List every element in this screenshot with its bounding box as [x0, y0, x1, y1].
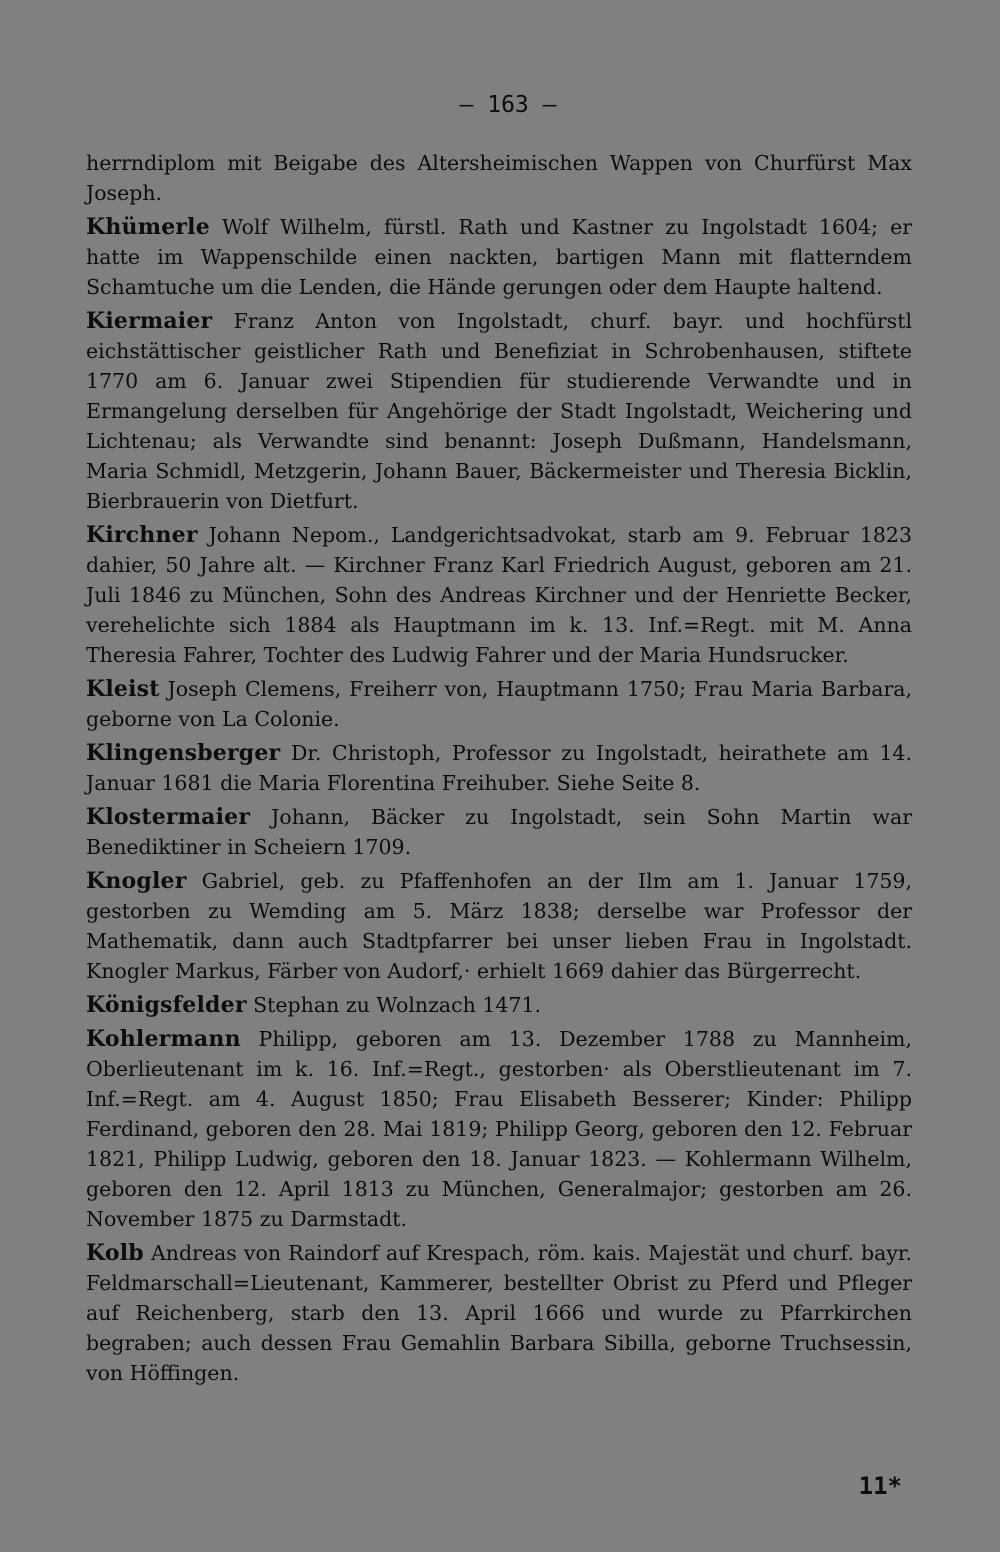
entry-surname: Kleist [86, 676, 160, 702]
entry-khuemerle [86, 212, 912, 302]
entry-surname: Khümerle [86, 214, 210, 240]
entry-klostermaier [86, 802, 912, 862]
entry-surname: Kolb [86, 1240, 144, 1266]
entry-surname: Klostermaier [86, 804, 251, 830]
entry-surname: Kiermaier [86, 308, 213, 334]
entry-surname: Kohlermann [86, 1026, 241, 1052]
entry-text: Gabriel, geb. zu Pfaffenhofen an der Ilm am 1. Januar 1759, gestorben zu Wemding am 5. März 1838; derselbe war Professor der Mathematik, dann auch Stadtpfarrer bei unser lieben Frau in Ingolstadt. Knogler Markus, Färber von Audorf,· erhielt 1669 dahier das Bürgerrecht. [86, 869, 912, 983]
entry-surname: Klingensberger [86, 740, 281, 766]
entry-koenigsfelder [86, 990, 912, 1020]
entry-text: herrndiplom mit Beigabe des Altersheimischen Wappen von Churfürst Max Joseph. [86, 151, 912, 205]
entry-klingensberger [86, 738, 912, 798]
book-page [86, 86, 912, 1526]
entry-kiermaier [86, 306, 912, 516]
entry-continuation [86, 148, 912, 208]
entry-surname: Knogler [86, 868, 187, 894]
entry-kohlermann [86, 1024, 912, 1234]
entry-kolb [86, 1238, 912, 1388]
entry-text: Philipp, geboren am 13. Dezember 1788 zu Mannheim, Oberlieutenant im k. 16. Inf.=Regt., gestorben· als Oberstlieutenant im 7. Inf.=Regt. am 4. August 1850; Frau Elisabeth Besserer; Kinder: Philipp Ferdinand, geboren den 28. Mai 1819; Philipp Georg, geboren den 12. Februar 1821, Philipp Ludwig, geboren den 18. Januar 1823. — Kohlermann Wilhelm, geboren den 12. April 1813 zu München, Generalmajor; gestorben am 26. November 1875 zu Darmstadt. [86, 1027, 912, 1231]
entry-text: Wolf Wilhelm, fürstl. Rath und Kastner zu Ingolstadt 1604; er hatte im Wappenschilde einen nackten, bartigen Mann mit flatterndem Schamtuche um die Lenden, die Hände gerungen oder dem Haupte haltend. [86, 215, 912, 299]
signature-mark: 11* [858, 1472, 902, 1500]
entry-knogler [86, 866, 912, 986]
entry-text: Joseph Clemens, Freiherr von, Hauptmann 1750; Frau Maria Barbara, geborne von La Colonie. [86, 677, 912, 731]
entry-text: Stephan zu Wolnzach 1471. [246, 993, 542, 1017]
entry-text: Andreas von Raindorf auf Krespach, röm. kais. Majestät und churf. bayr. Feldmarschall=Lieutenant, Kammerer, bestellter Obrist zu Pferd und Pfleger auf Reichenberg, starb den 13. April 1666 und wurde zu Pfarrkirchen begraben; auch dessen Frau Gemahlin Barbara Sibilla, geborne Truchsessin, von Höffingen. [86, 1241, 912, 1385]
entry-surname: Königsfelder [86, 992, 247, 1018]
page-number: — 163 — [459, 92, 557, 118]
entry-text: Johann, Bäcker zu Ingolstadt, sein Sohn Martin war Benediktiner in Scheiern 1709. [86, 805, 912, 859]
entry-text: Dr. Christoph, Professor zu Ingolstadt, heirathete am 14. Januar 1681 die Maria Florentina Freihuber. Siehe Seite 8. [86, 741, 912, 795]
entry-kirchner [86, 520, 912, 670]
entry-text: Franz Anton von Ingolstadt, churf. bayr. und hochfürstl eichstättischer geistlicher Rath und Benefiziat in Schrobenhausen, stiftete 1770 am 6. Januar zwei Stipendien für studierende Verwandte und in Ermangelung derselben für Angehörige der Stadt Ingolstadt, Weichering und Lichtenau; als Verwandte sind benannt: Joseph Dußmann, Handelsmann, Maria Schmidl, Metzgerin, Johann Bauer, Bäckermeister und Theresia Bicklin, Bierbrauerin von Dietfurt. [86, 309, 912, 513]
entry-surname: Kirchner [86, 522, 198, 548]
entry-kleist [86, 674, 912, 734]
entry-text: Johann Nepom., Landgerichtsadvokat, starb am 9. Februar 1823 dahier, 50 Jahre alt. — Kirchner Franz Karl Friedrich August, geboren am 21. Juli 1846 zu München, Sohn des Andreas Kirchner und der Henriette Becker, verehelichte sich 1884 als Hauptmann im k. 13. Inf.=Regt. mit M. Anna Theresia Fahrer, Tochter des Ludwig Fahrer und der Maria Hundsrucker. [86, 523, 912, 667]
